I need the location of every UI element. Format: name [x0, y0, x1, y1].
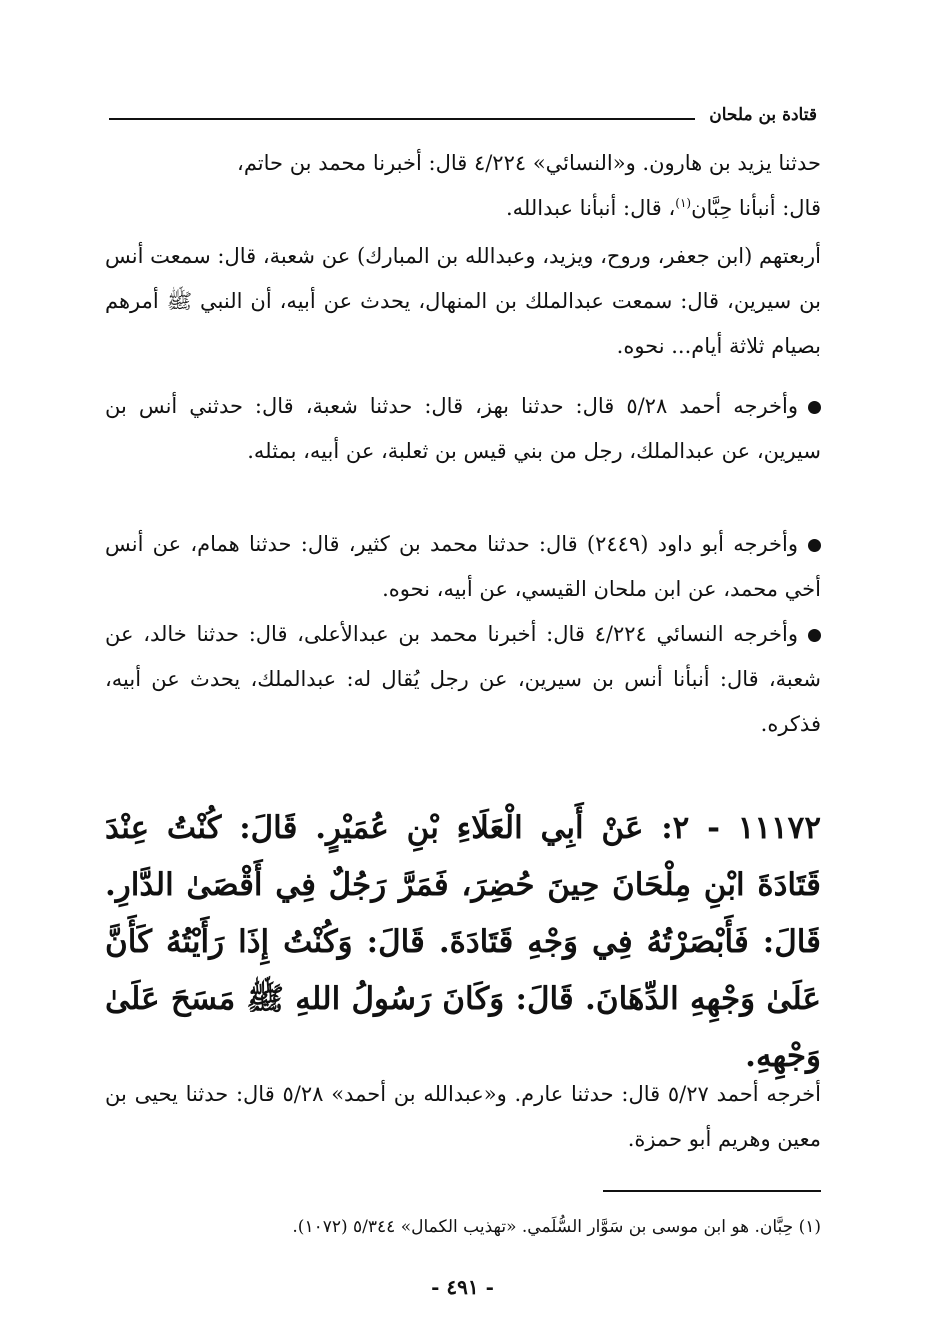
paragraph-text: قال: أنبأنا حِبَّان — [691, 196, 821, 220]
takhrij-paragraph — [105, 1072, 821, 1162]
paragraph-text: حدثنا يزيد بن هارون. و«النسائي» ٤/٢٢٤ قال: أخبرنا محمد بن حاتم، — [237, 151, 821, 175]
bullet-icon — [808, 401, 821, 414]
paragraph-text: أربعتهم (ابن جعفر، وروح، ويزيد، وعبدالله بن المبارك) عن شعبة، قال: سمعت أنس بن سيرين، قال: سمعت عبدالملك بن المنهال، يحدث عن أبيه، أن النبي ﷺ أمرهم بصيام ثلاثة أيام... نحوه. — [105, 244, 821, 358]
paragraph-line — [105, 612, 821, 747]
continued-paragraph — [105, 141, 821, 231]
bullet-icon — [808, 629, 821, 642]
running-title: قتادة بن ملحان — [709, 105, 817, 125]
paragraph-text: وأخرجه النسائي ٤/٢٢٤ قال: أخبرنا محمد بن عبدالأعلى، قال: حدثنا خالد، عن شعبة، قال: أنبأنا أنس بن سيرين، عن رجل يُقال له: عبدالملك، يحدث عن أبيه، فذكره. — [105, 622, 821, 736]
paragraph-line — [105, 522, 821, 612]
header-rule — [109, 118, 695, 120]
paragraph-text: ، قال: أنبأنا عبدالله. — [506, 196, 676, 220]
bullet-icon — [808, 539, 821, 552]
paragraph-abudawud — [105, 522, 821, 612]
paragraph-text: وأخرجه أحمد ٥/٢٨ قال: حدثنا بهز، قال: حدثنا شعبة، قال: حدثني أنس بن سيرين، عن عبدالملك، رجل من بني قيس بن ثعلبة، عن أبيه، بمثله. — [105, 394, 821, 463]
footnote: (١) حِبَّان. هو ابن موسى بن سَوَّار السُّلَمي. «تهذيب الكمال» ٥/٣٤٤ (١٠٧٢). — [292, 1217, 821, 1237]
footnote-reference[interactable]: (١) — [675, 196, 692, 210]
paragraph-nasai — [105, 612, 821, 747]
page-number: - ٤٩١ - — [431, 1275, 494, 1299]
paragraph-line — [105, 141, 821, 186]
paragraph-ahmad — [105, 384, 821, 474]
footnote-rule — [603, 1190, 821, 1192]
paragraph-text: وأخرجه أبو داود (٢٤٤٩) قال: حدثنا محمد بن كثير، قال: حدثنا همام، عن أنس أخي محمد، عن ابن ملحان القيسي، عن أبيه، نحوه. — [105, 532, 821, 601]
paragraph-text: أخرجه أحمد ٥/٢٧ قال: حدثنا عارم. و«عبدالله بن أحمد» ٥/٢٨ قال: حدثنا يحيى بن معين وهريم أبو حمزة. — [105, 1082, 821, 1151]
paragraph-line — [105, 384, 821, 474]
hadith-text: ١١١٧٢ - ٢: عَنْ أَبِي الْعَلَاءِ بْنِ عُمَيْرٍ. قَالَ: كُنْتُ عِنْدَ قَتَادَةَ ابْنِ مِلْحَانَ حِينَ حُضِرَ، فَمَرَّ رَجُلٌ فِي أَقْصَىٰ الدَّارِ. قَالَ: فَأَبْصَرْتُهُ فِي وَجْهِ قَتَادَةَ. قَالَ: وَكُنْتُ إِذَا رَأَيْتُهُ كَأَنَّ عَلَىٰ وَجْهِهِ الدِّهَانَ. قَالَ: وَكَانَ رَسُولُ اللهِ ﷺ مَسَحَ عَلَىٰ وَجْهِهِ. — [105, 810, 821, 1074]
paragraph-line — [105, 186, 821, 231]
running-header — [109, 96, 817, 126]
paragraph-chain — [105, 234, 821, 369]
